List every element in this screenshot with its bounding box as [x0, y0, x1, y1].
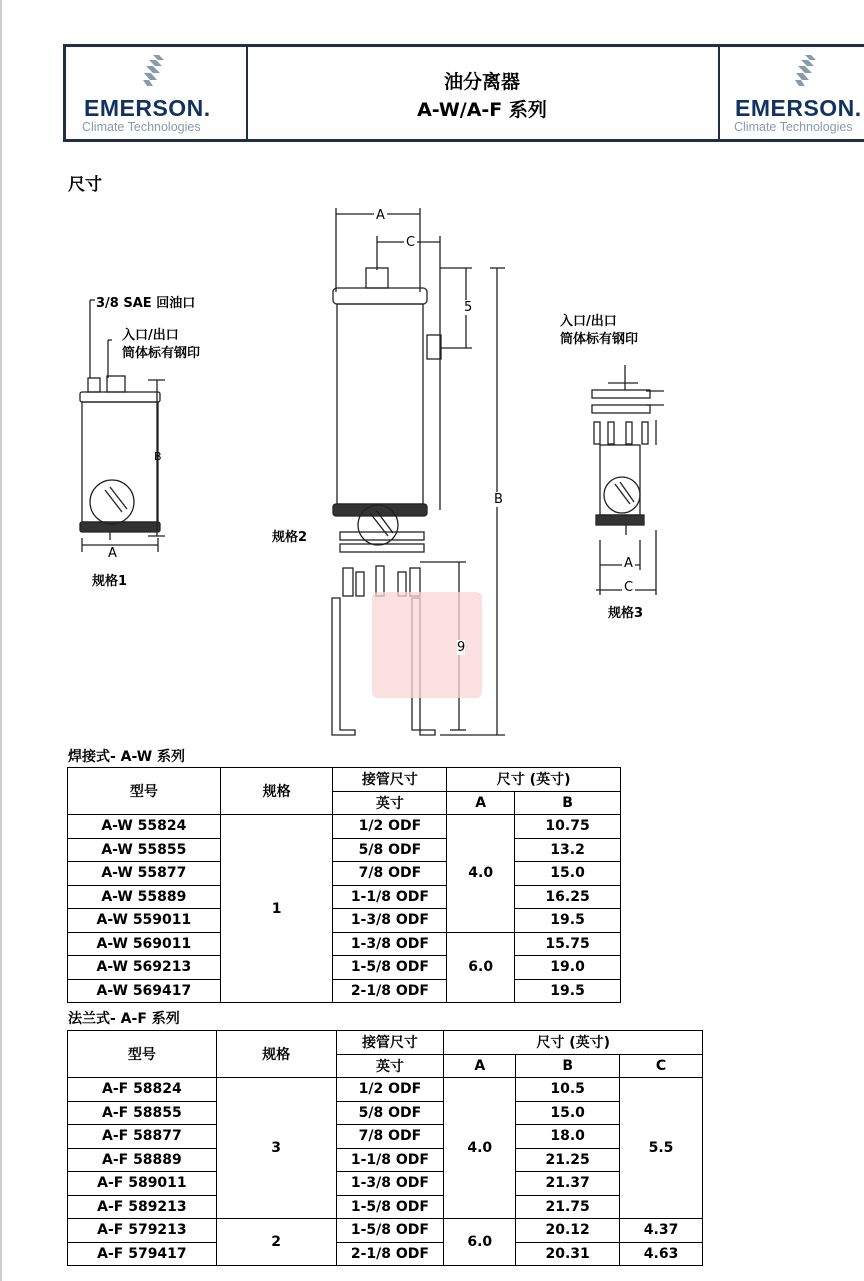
table-af-title: 法兰式- A-F 系列 [68, 1011, 180, 1027]
cell-conn: 1/2 ODF [333, 815, 447, 839]
col-b: B [515, 791, 621, 815]
cell-spec: 2 [216, 1219, 336, 1266]
cell-conn: 1-5/8 ODF [333, 956, 447, 980]
dim-a-spec2: A [376, 208, 385, 223]
cell-b: 16.25 [515, 885, 621, 909]
table-row [68, 1195, 703, 1219]
table-row [68, 1078, 703, 1102]
table-row [68, 1125, 703, 1149]
cell-a: 4.0 [444, 1078, 516, 1219]
cell-spec: 3 [216, 1078, 336, 1219]
cell-model: A-F 579417 [68, 1242, 217, 1266]
cell-conn: 2-1/8 ODF [336, 1242, 444, 1266]
brand-name: EMERSON. [84, 95, 211, 121]
table-row [68, 815, 621, 839]
cell-c: 4.63 [620, 1242, 703, 1266]
cell-model: A-W 559011 [68, 909, 221, 933]
cell-conn: 1-1/8 ODF [333, 885, 447, 909]
cell-b: 20.31 [516, 1242, 620, 1266]
table-row [68, 1148, 703, 1172]
cell-conn: 1-3/8 ODF [333, 932, 447, 956]
col-conn-unit: 英寸 [333, 791, 447, 815]
col-model: 型号 [68, 768, 221, 815]
document-title: 油分离器 [443, 71, 520, 93]
cell-conn: 7/8 ODF [336, 1125, 444, 1149]
cell-model: A-W 55855 [68, 838, 221, 862]
cell-b: 13.2 [515, 838, 621, 862]
dim-c-spec3: C [624, 580, 634, 595]
dim-9-spec2: 9 [457, 640, 466, 655]
brand-subtitle: Climate Technologies [82, 120, 201, 134]
spec3-label: 规格3 [608, 606, 644, 621]
table-row [68, 1242, 703, 1266]
document-subtitle: A-W/A-F 系列 [417, 99, 547, 121]
col-c: C [620, 1054, 703, 1078]
cell-model: A-W 569417 [68, 979, 221, 1003]
label-inlet-outlet-3: 入口/出口 [560, 314, 617, 329]
cell-model: A-F 58877 [68, 1125, 217, 1149]
section-title: 尺寸 [68, 175, 102, 195]
cell-model: A-F 58855 [68, 1101, 217, 1125]
cell-conn: 1-3/8 ODF [333, 909, 447, 933]
table-row [68, 956, 621, 980]
dim-5-spec2: 5 [464, 300, 473, 315]
cell-conn: 1/2 ODF [336, 1078, 444, 1102]
table-row [68, 1219, 703, 1243]
emerson-logo-icon [792, 55, 822, 89]
cell-conn: 5/8 ODF [336, 1101, 444, 1125]
table-row [68, 1172, 703, 1196]
col-a: A [447, 791, 515, 815]
cell-b: 19.5 [515, 909, 621, 933]
cell-model: A-W 55877 [68, 862, 221, 886]
header-title-cell [246, 47, 720, 139]
spec2-label: 规格2 [272, 530, 308, 545]
cell-conn: 1-1/8 ODF [336, 1148, 444, 1172]
brand-name: EMERSON. [735, 95, 862, 121]
cell-model: A-F 579213 [68, 1219, 217, 1243]
cell-conn: 5/8 ODF [333, 838, 447, 862]
cell-b: 15.0 [515, 862, 621, 886]
cell-conn: 1-5/8 ODF [336, 1195, 444, 1219]
cell-b: 19.5 [515, 979, 621, 1003]
cell-conn: 1-5/8 ODF [336, 1219, 444, 1243]
cell-b: 20.12 [516, 1219, 620, 1243]
watermark-seal [372, 592, 482, 698]
emerson-logo-left [66, 47, 248, 139]
cell-a: 6.0 [447, 932, 515, 1003]
col-conn: 接管尺寸 [333, 768, 447, 792]
col-dim: 尺寸 (英寸) [444, 1031, 703, 1055]
document-header [63, 44, 864, 142]
cell-model: A-W 55824 [68, 815, 221, 839]
col-conn-unit: 英寸 [336, 1054, 444, 1078]
separator-drawings-svg [60, 200, 760, 745]
cell-conn: 7/8 ODF [333, 862, 447, 886]
cell-b: 18.0 [516, 1125, 620, 1149]
col-conn: 接管尺寸 [336, 1031, 444, 1055]
cell-conn: 2-1/8 ODF [333, 979, 447, 1003]
cell-model: A-W 55889 [68, 885, 221, 909]
table-aw [67, 767, 621, 1003]
table-row [68, 909, 621, 933]
label-return-port: 3/8 SAE 回油口 [96, 296, 196, 311]
cell-a: 4.0 [447, 815, 515, 933]
label-stamp-1: 筒体标有钢印 [122, 346, 201, 361]
cell-c: 4.37 [620, 1219, 703, 1243]
spec1-label: 规格1 [92, 574, 128, 589]
table-row [68, 838, 621, 862]
cell-b: 10.75 [515, 815, 621, 839]
dimension-drawing [60, 200, 760, 745]
cell-model: A-W 569213 [68, 956, 221, 980]
dim-a-spec1: A [108, 546, 117, 561]
cell-model: A-F 58824 [68, 1078, 217, 1102]
cell-b: 21.75 [516, 1195, 620, 1219]
label-inlet-outlet-1: 入口/出口 [122, 328, 179, 343]
dim-b-spec2: B [494, 492, 503, 507]
table-row [68, 885, 621, 909]
emerson-logo-icon [140, 55, 170, 89]
cell-b: 15.75 [515, 932, 621, 956]
table-aw-title: 焊接式- A-W 系列 [68, 749, 186, 765]
col-dim: 尺寸 (英寸) [447, 768, 621, 792]
table-row [68, 862, 621, 886]
table-header-row [68, 1031, 703, 1055]
cell-b: 15.0 [516, 1101, 620, 1125]
dim-b-spec1: B [154, 450, 162, 463]
cell-conn: 1-3/8 ODF [336, 1172, 444, 1196]
dim-c-spec2: C [406, 235, 416, 250]
col-a: A [444, 1054, 516, 1078]
cell-b: 21.25 [516, 1148, 620, 1172]
cell-model: A-F 589011 [68, 1172, 217, 1196]
col-spec: 规格 [220, 768, 333, 815]
col-b: B [516, 1054, 620, 1078]
cell-model: A-F 589213 [68, 1195, 217, 1219]
col-spec: 规格 [216, 1031, 336, 1078]
cell-model: A-F 58889 [68, 1148, 217, 1172]
cell-spec: 1 [220, 815, 333, 1003]
cell-c: 5.5 [620, 1078, 703, 1219]
cell-b: 21.37 [516, 1172, 620, 1196]
table-af [67, 1030, 703, 1266]
label-stamp-3: 筒体标有钢印 [560, 332, 639, 347]
emerson-logo-right [718, 47, 864, 139]
table-row [68, 979, 621, 1003]
cell-b: 19.0 [515, 956, 621, 980]
brand-subtitle: Climate Technologies [734, 120, 853, 134]
dim-a-spec3: A [624, 556, 633, 571]
page-edge-line [0, 0, 2, 1281]
col-model: 型号 [68, 1031, 217, 1078]
cell-a: 6.0 [444, 1219, 516, 1266]
table-header-row [68, 768, 621, 792]
cell-model: A-W 569011 [68, 932, 221, 956]
table-row [68, 1101, 703, 1125]
table-row [68, 932, 621, 956]
cell-b: 10.5 [516, 1078, 620, 1102]
